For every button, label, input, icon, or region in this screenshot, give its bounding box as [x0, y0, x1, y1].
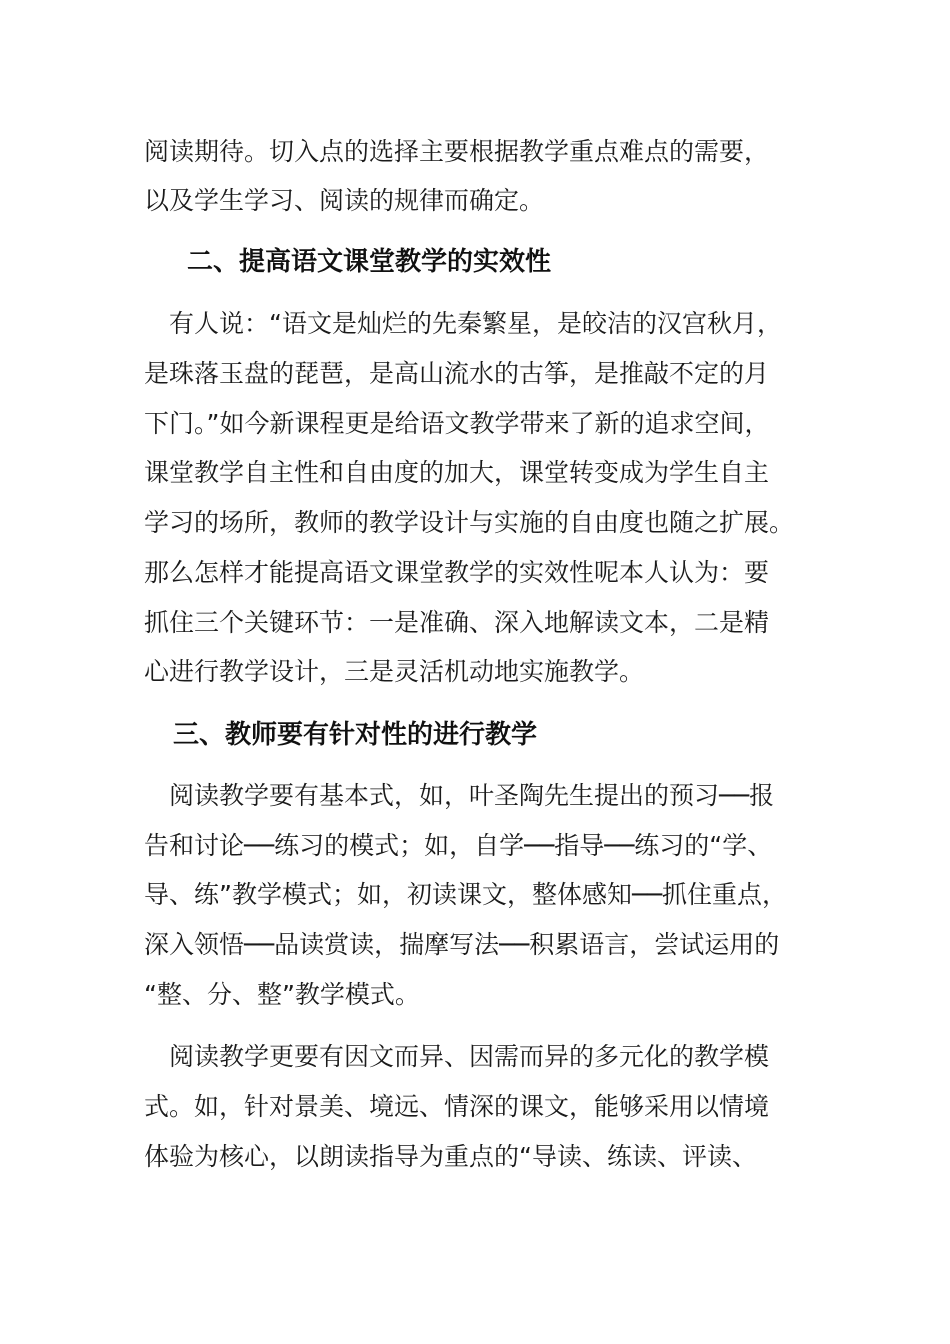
section-3-p2-line-1: 阅读教学更要有因文而异、因需而异的多元化的教学模 [144, 1042, 770, 1071]
section-3-p2-line-2: 式。如，针对景美、境远、情深的课文，能够采用以情境 [144, 1092, 770, 1121]
section-3-p1-line-3: 导、练”教学模式；如，初读课文，整体感知──抓住重点， [144, 880, 788, 909]
section-2-line-3: 下门。”如今新课程更是给语文教学带来了新的追求空间， [144, 409, 770, 438]
section-2-line-2: 是珠落玉盘的琵琶，是高山流水的古筝，是推敲不定的月 [144, 359, 770, 388]
section-2-heading: 二、提高语文课堂教学的实效性 [187, 247, 552, 277]
intro-line-2: 以及学生学习、阅读的规律而确定。 [144, 186, 545, 215]
section-2-line-7: 抓住三个关键环节：一是准确、深入地解读文本，二是精 [144, 608, 770, 637]
section-3-p1-line-1: 阅读教学要有基本式，如，叶圣陶先生提出的预习──报 [144, 781, 775, 810]
section-3-p2-line-3: 体验为核心，以朗读指导为重点的“导读、练读、评读、 [144, 1142, 757, 1171]
section-3-heading: 三、教师要有针对性的进行教学 [173, 720, 538, 750]
section-2-line-6: 那么怎样才能提高语文课堂教学的实效性呢本人认为：要 [144, 558, 770, 587]
section-2-line-5: 学习的场所，教师的教学设计与实施的自由度也随之扩展。 [144, 508, 795, 537]
section-2-line-4: 课堂教学自主性和自由度的加大，课堂转变成为学生自主 [144, 458, 770, 487]
section-3-p1-line-5: “整、分、整”教学模式。 [144, 980, 420, 1009]
section-2-line-8: 心进行教学设计，三是灵活机动地实施教学。 [144, 657, 645, 686]
intro-line-1: 阅读期待。切入点的选择主要根据教学重点难点的需要， [144, 137, 770, 166]
section-2-line-1: 有人说：“语文是灿烂的先秦繁星，是皎洁的汉宫秋月， [144, 309, 782, 338]
section-3-p1-line-4: 深入领悟──品读赏读，揣摩写法──积累语言，尝试运用的 [144, 930, 780, 959]
section-3-p1-line-2: 告和讨论──练习的模式；如，自学──指导──练习的“学、 [144, 831, 773, 860]
